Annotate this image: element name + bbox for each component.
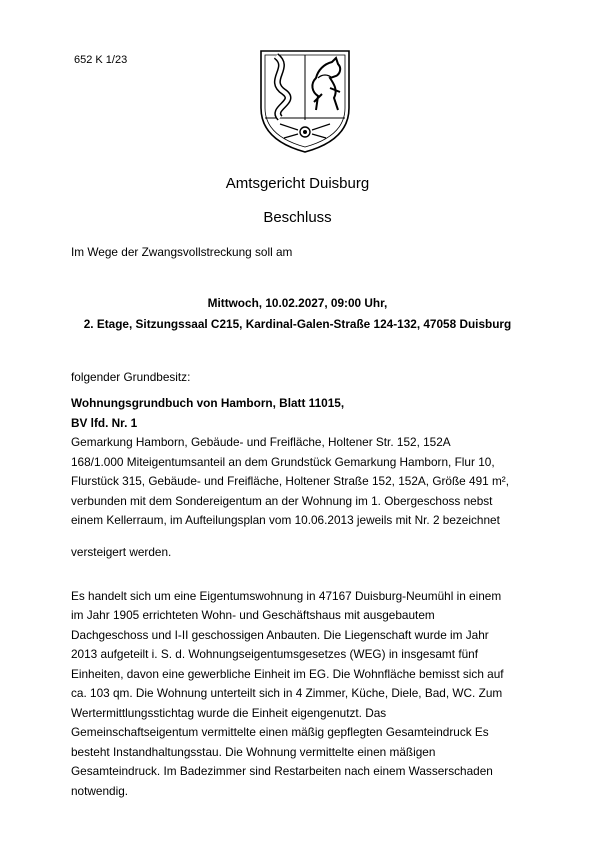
coat-of-arms-nrw — [258, 48, 352, 154]
bv-number: BV lfd. Nr. 1 — [71, 416, 138, 430]
document-title: Beschluss — [263, 209, 332, 226]
description-line: Wertermittlungsstichtag wurde die Einheit eigengenutzt. Das — [71, 706, 387, 720]
property-line: Flurstück 315, Gebäude- und Freifläche, Holtener Straße 152, 152A, Größe 491 m², — [71, 474, 510, 488]
description-line: Es handelt sich um eine Eigentumswohnung in 47167 Duisburg-Neumühl in einem — [71, 589, 502, 603]
auction-date: Mittwoch, 10.02.2027, 09:00 Uhr, — [207, 296, 388, 310]
property-line: einem Kellerraum, im Aufteilungsplan vom 10.06.2013 jeweils mit Nr. 2 bezeichnet — [71, 513, 500, 527]
court-name: Amtsgericht Duisburg — [225, 175, 370, 192]
property-line: verbunden mit dem Sondereigentum an der Wohnung im 1. Obergeschoss nebst — [71, 494, 493, 508]
description-line: ca. 103 qm. Die Wohnung unterteilt sich in 4 Zimmer, Küche, Diele, Bad, WC. Zum — [71, 686, 503, 700]
description-line: im Jahr 1905 errichteten Wohn- und Geschäftshaus mit ausgebautem — [71, 608, 435, 622]
property-label: folgender Grundbesitz: — [71, 370, 191, 384]
land-register-entry: Wohnungsgrundbuch von Hamborn, Blatt 11015, — [71, 396, 345, 410]
auction-statement: versteigert werden. — [71, 545, 172, 559]
case-reference: 652 K 1/23 — [74, 54, 128, 66]
description-line: besteht Instandhaltungsstau. Die Wohnung vermittelte einen mäßigen — [71, 745, 436, 759]
description-line: Gesamteindruck. Im Badezimmer sind Restarbeiten nach einem Wasserschaden — [71, 764, 493, 778]
description-line: 2013 aufgeteilt i. S. d. Wohnungseigentumsgesetzes (WEG) in insgesamt fünf — [71, 647, 478, 661]
description-line: notwendig. — [71, 784, 129, 798]
intro-text: Im Wege der Zwangsvollstreckung soll am — [71, 245, 293, 259]
auction-location: 2. Etage, Sitzungssaal C215, Kardinal-Galen-Straße 124-132, 47058 Duisburg — [83, 317, 512, 331]
description-line: Einheiten, davon eine gewerbliche Einheit im EG. Die Wohnfläche bemisst sich auf — [71, 667, 504, 681]
property-line: 168/1.000 Miteigentumsanteil an dem Grundstück Gemarkung Hamborn, Flur 10, — [71, 455, 495, 469]
property-line: Gemarkung Hamborn, Gebäude- und Freifläche, Holtener Str. 152, 152A — [71, 435, 451, 449]
description-line: Gemeinschaftseigentum vermittelte einen mäßig gepflegten Gesamteindruck Es — [71, 725, 489, 739]
description-line: Dachgeschoss und I-II geschossigen Anbauten. Die Liegenschaft wurde im Jahr — [71, 628, 489, 642]
